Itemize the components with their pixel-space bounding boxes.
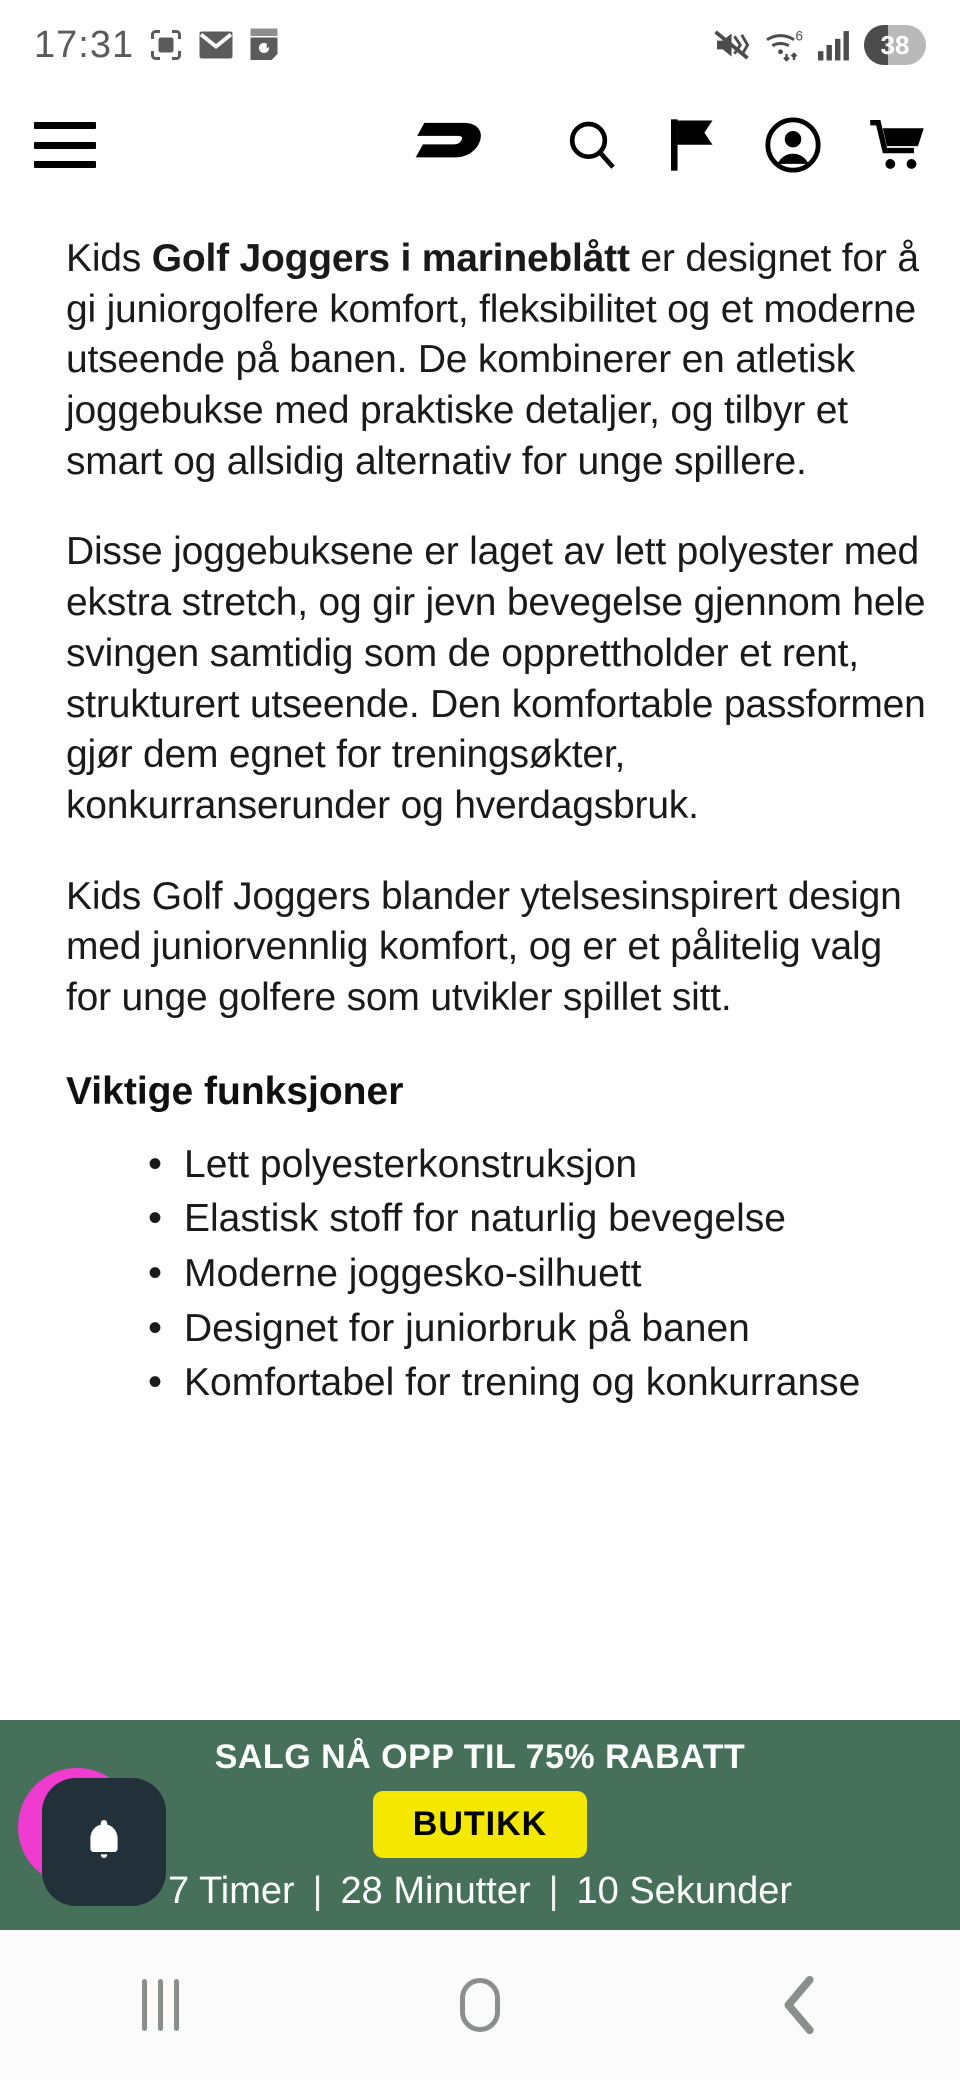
countdown-hours: 7 Timer	[167, 1870, 295, 1912]
promo-headline: SALG NÅ OPP TIL 75% RABATT	[214, 1738, 746, 1776]
list-item: • Lett polyesterkonstruksjon	[148, 1140, 926, 1191]
recents-bar	[142, 1979, 147, 2031]
fab-tile[interactable]	[42, 1778, 166, 1906]
hamburger-menu-button[interactable]	[34, 122, 96, 168]
brand-logo[interactable]	[410, 116, 496, 175]
recents-icon	[142, 1979, 179, 2031]
mail-icon	[198, 30, 234, 60]
bell-icon	[80, 1815, 128, 1869]
product-description	[0, 200, 960, 1409]
status-bar-right	[714, 25, 926, 65]
list-item: • Komfortabel for trening og konkurranse	[148, 1358, 926, 1409]
clipboard-icon	[248, 27, 280, 63]
paragraph-1	[66, 234, 926, 487]
paragraph-2: Disse joggebuksene er laget av lett polyester med ekstra stretch, og gir jevn bevegelse gjennom hele svingen samtidig som de opprettholder et rent, strukturert utseende. Den komfortable passformen gjør dem egnet for treningsøkter, konkurranserunder og hverdagsbruk.	[66, 530, 926, 827]
paragraph-3: Kids Golf Joggers blander ytelsesinspirert design med juniorvennlig komfort, og er et pålitelig valg for unge golfere som utvikler spillet sitt.	[66, 874, 902, 1019]
product-name-bold: Golf Joggers i marineblått	[151, 237, 630, 280]
mute-vibrate-icon	[714, 29, 752, 61]
paragraph-1-post: er designet for å gi juniorgolfere komfort, fleksibilitet og et moderne utseende på banen. De kombinerer en atletisk joggebukse med praktiske detaljer, og tilbyr et smart og allsidig alternativ for unge spillere.	[66, 237, 919, 483]
account-icon[interactable]	[764, 116, 822, 174]
features-list	[66, 1140, 926, 1409]
cellular-signal-icon	[818, 29, 852, 61]
recents-button[interactable]	[85, 1955, 235, 2055]
home-icon	[460, 1978, 500, 2032]
recents-bar	[174, 1979, 179, 2031]
countdown-separator: |	[312, 1870, 323, 1912]
hamburger-line	[34, 122, 96, 129]
features-heading: Viktige funksjoner	[66, 1069, 404, 1113]
recents-bar	[158, 1979, 163, 2031]
home-button[interactable]	[405, 1955, 555, 2055]
svg-text:6: 6	[795, 28, 804, 44]
header-actions	[410, 116, 926, 175]
status-bar	[0, 0, 960, 90]
countdown-separator: |	[548, 1870, 559, 1912]
list-item: • Designet for juniorbruk på banen	[148, 1304, 926, 1355]
hamburger-line	[34, 142, 96, 149]
battery-percent: 38	[880, 30, 910, 60]
back-button[interactable]	[725, 1955, 875, 2055]
shop-button[interactable]: BUTIKK	[373, 1791, 587, 1858]
back-chevron-icon	[778, 1974, 822, 2036]
wifi6-icon	[764, 28, 806, 62]
hamburger-line	[34, 161, 96, 168]
list-item: • Moderne joggesko-silhuett	[148, 1249, 926, 1300]
paragraph-1-pre: Kids	[66, 237, 152, 280]
battery-indicator	[864, 25, 926, 65]
countdown-timer	[168, 1870, 792, 1913]
countdown-minutes: 28 Minutter	[340, 1870, 531, 1912]
status-bar-left	[34, 24, 280, 67]
search-icon[interactable]	[564, 117, 620, 173]
android-nav-bar	[0, 1930, 960, 2080]
flag-icon[interactable]	[666, 117, 718, 173]
site-header	[0, 90, 960, 200]
cart-icon[interactable]	[868, 117, 926, 173]
notification-fab[interactable]	[18, 1760, 168, 1910]
list-item: • Elastisk stoff for naturlig bevegelse	[148, 1194, 926, 1245]
status-bar-clock: 17:31	[34, 23, 135, 66]
countdown-seconds: 10 Sekunder	[576, 1870, 793, 1912]
screenshot-capture-icon	[148, 27, 184, 63]
